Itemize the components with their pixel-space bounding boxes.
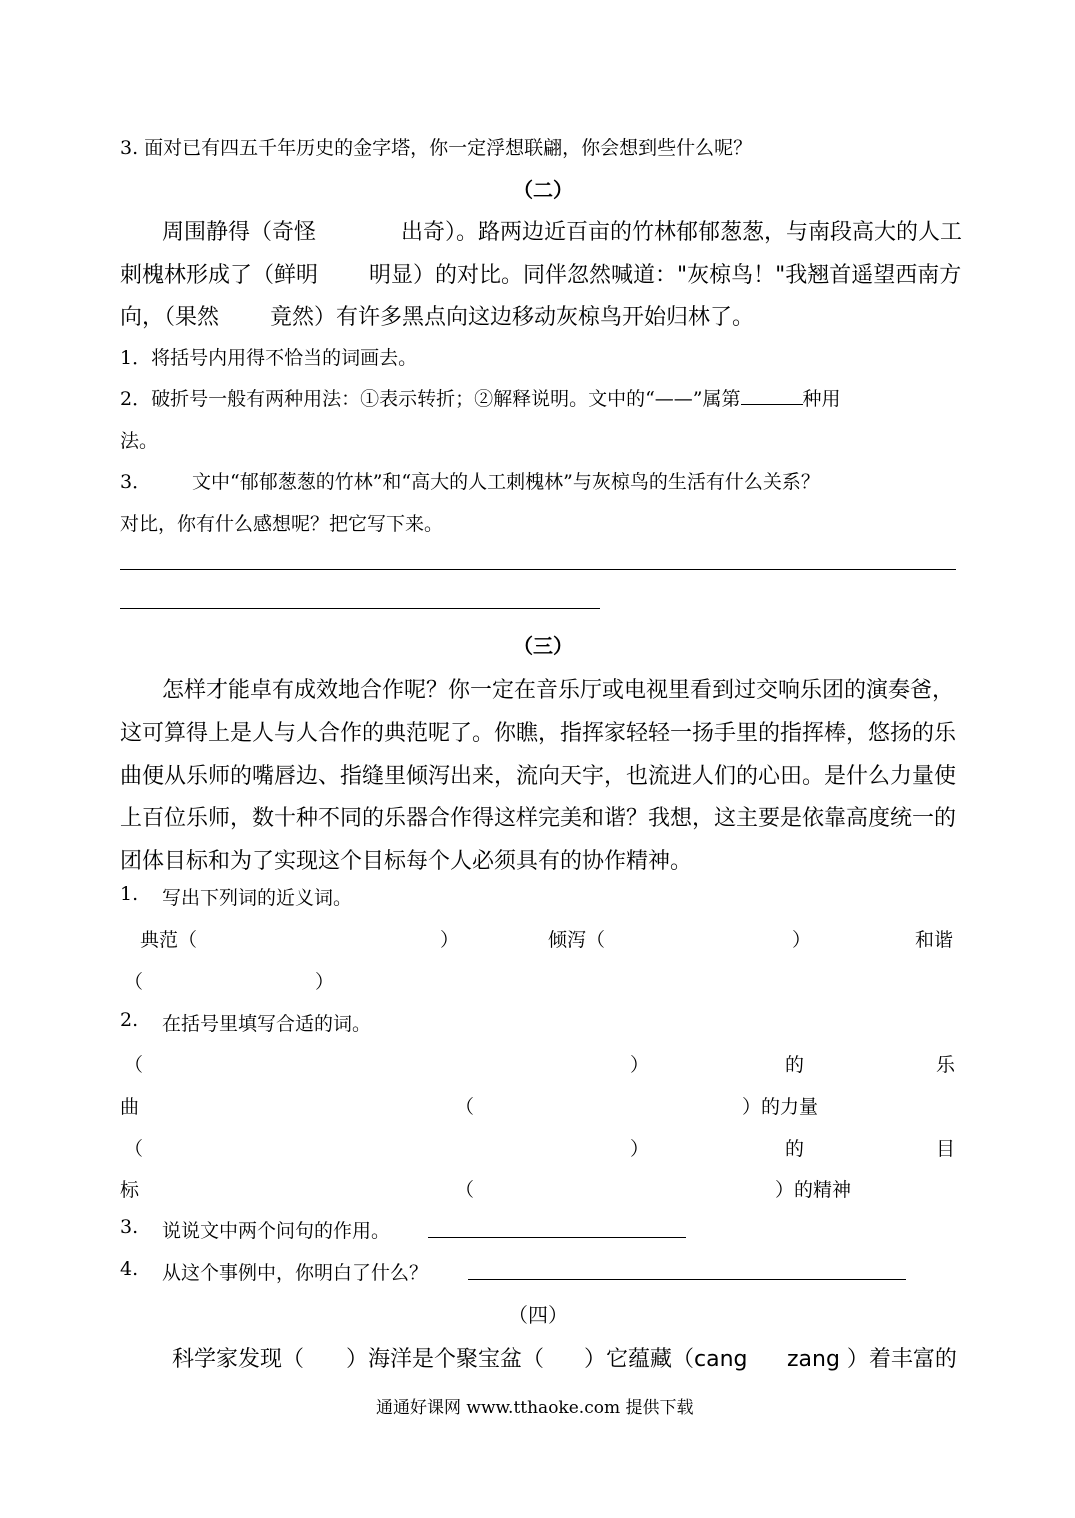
question-2 <box>120 384 841 411</box>
synonym-word-2: 倾泻（ <box>548 929 606 951</box>
answer-line[interactable] <box>468 1279 906 1280</box>
section-heading-4: （四） <box>508 1303 568 1327</box>
question-3: 3. 面对已有四五千年历史的金字塔，你一定浮想联翩，你会想到些什么呢？ <box>120 137 753 159</box>
synonym-close: ） <box>440 929 460 951</box>
paragraph-line: ）海洋是个聚宝盆（ <box>346 1347 545 1372</box>
question-1-number: 1. <box>120 883 139 905</box>
paragraph-line: 明显）的对比。同伴忽然喊道："灰椋鸟！"我翘首遥望西南方 <box>369 263 962 288</box>
page-footer: 通通好课网 www.tthaoke.com 提供下载 <box>376 1398 694 1418</box>
section-heading-3: （三） <box>513 634 573 658</box>
paragraph-line: 周围静得（奇怪 <box>162 220 317 245</box>
question-3-text: 文中“郁郁葱葱的竹林”和“高大的人工刺槐林”与灰椋鸟的生活有什么关系？ <box>192 471 820 493</box>
fill-close: ）的力量 <box>742 1096 819 1118</box>
fill-close: ） <box>630 1138 650 1160</box>
paragraph-line: 向，（果然 <box>120 305 220 330</box>
question-3-number: 3. <box>120 1216 139 1238</box>
fill-word: 乐 <box>936 1054 956 1076</box>
answer-line[interactable] <box>428 1237 686 1238</box>
paragraph-line: 科学家发现（ <box>172 1347 305 1372</box>
paragraph-line: 这可算得上是人与人合作的典范呢了。你瞧，指挥家轻轻一扬手里的指挥棒，悠扬的乐 <box>120 721 957 746</box>
question-2-continued: 法。 <box>120 430 159 452</box>
paragraph-line: 刺槐林形成了（鲜明 <box>120 263 319 288</box>
question-1: 1．将括号内用得不恰当的词画去。 <box>120 347 418 369</box>
fill-word: 曲 <box>120 1096 140 1118</box>
synonym-word-3: 和谐 <box>915 929 954 951</box>
question-3-number: 3． <box>120 471 152 493</box>
question-4-text: 从这个事例中，你明白了什么？ <box>162 1262 429 1284</box>
question-3-text-continued: 对比，你有什么感想呢？把它写下来。 <box>120 513 444 535</box>
fill-word: 标 <box>120 1179 140 1201</box>
paragraph-line: 出奇）。路两边近百亩的竹林郁郁葱葱，与南段高大的人工 <box>401 220 963 245</box>
synonym-close: ） <box>315 971 335 993</box>
paragraph-line: 上百位乐师，数十种不同的乐器合作得这样完美和谐？我想，这主要是依靠高度统一的 <box>120 806 957 831</box>
fill-open: （ <box>455 1179 475 1201</box>
paragraph-line: zang ）着丰富的 <box>787 1347 957 1372</box>
answer-blank[interactable] <box>741 386 803 405</box>
section-heading-2: （二） <box>513 178 573 202</box>
fill-close: ）的精神 <box>775 1179 852 1201</box>
fill-de: 的 <box>785 1054 805 1076</box>
question-2-text: 在括号里填写合适的词。 <box>162 1013 372 1035</box>
question-1-text: 写出下列词的近义词。 <box>162 887 353 909</box>
paragraph-line: 曲便从乐师的嘴唇边、指缝里倾泻出来，流向天宇，也流进人们的心田。是什么力量使 <box>120 764 957 789</box>
question-4-number: 4. <box>120 1258 139 1280</box>
paragraph-line: 竟然）有许多黑点向这边移动灰椋鸟开始归林了。 <box>270 305 755 330</box>
question-3-text: 说说文中两个问句的作用。 <box>162 1220 391 1242</box>
synonym-word-1: 典范（ <box>140 929 198 951</box>
fill-open: （ <box>124 1054 144 1076</box>
fill-de: 的 <box>785 1138 805 1160</box>
question-2-number: 2. <box>120 1009 139 1031</box>
question-2-text-end: 种用 <box>802 388 841 410</box>
synonym-close: ） <box>792 929 812 951</box>
fill-word: 目 <box>936 1138 956 1160</box>
paragraph-line: 怎样才能卓有成效地合作呢？你一定在音乐厅或电视里看到过交响乐团的演奏爸， <box>162 678 955 703</box>
fill-open: （ <box>455 1096 475 1118</box>
answer-line[interactable] <box>120 569 956 570</box>
fill-close: ） <box>630 1054 650 1076</box>
paragraph-line: 团体目标和为了实现这个目标每个人必须具有的协作精神。 <box>120 849 693 874</box>
synonym-open: （ <box>124 971 144 993</box>
paragraph-line: ）它蕴藏（cang <box>584 1347 748 1372</box>
question-2-text: 2．破折号一般有两种用法：①表示转折；②解释说明。文中的“——”属第 <box>120 388 741 410</box>
fill-open: （ <box>124 1138 144 1160</box>
answer-line[interactable] <box>120 608 600 609</box>
